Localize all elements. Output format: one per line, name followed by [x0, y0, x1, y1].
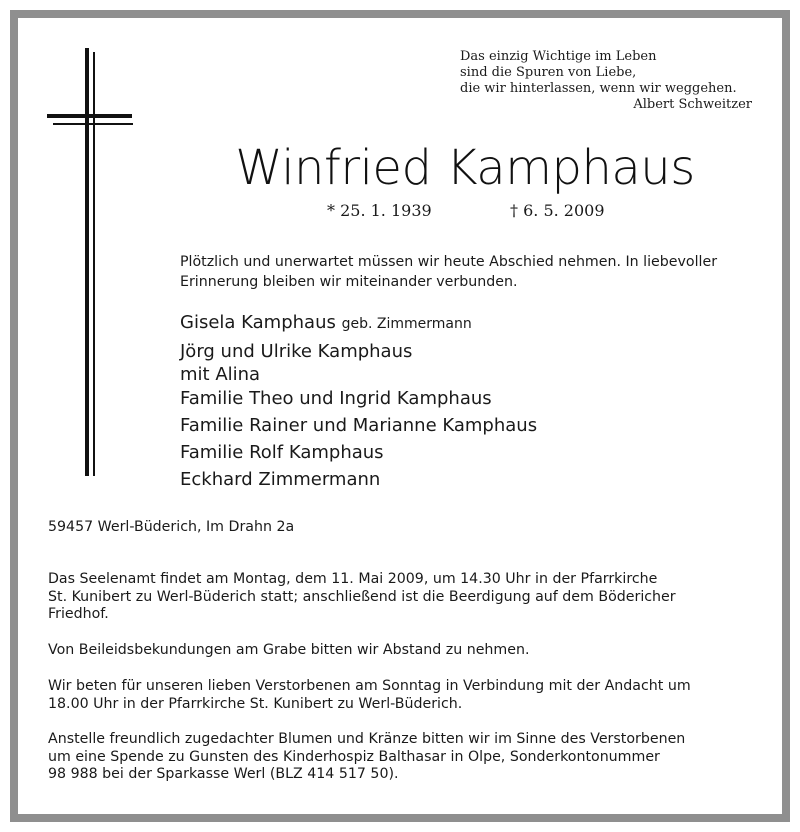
- paragraph-line: Das Seelenamt findet am Montag, dem 11. Mai 2009, um 14.30 Uhr in der Pfarrkirche: [48, 571, 658, 587]
- family-member: Jörg und Ulrike Kamphaus: [180, 341, 413, 362]
- paragraph-line: um eine Spende zu Gunsten des Kinderhospiz Balthasar in Olpe, Sonderkontonummer: [48, 748, 660, 765]
- quote-block: [460, 49, 752, 113]
- donation-paragraph: [48, 731, 753, 784]
- intro-line: Plötzlich und unerwartet müssen wir heute Abschied nehmen. In liebevoller: [180, 254, 718, 270]
- quote-line: die wir hinterlassen, wenn wir weggehen.: [460, 81, 737, 96]
- paragraph-line: St. Kunibert zu Werl-Büderich statt; anschließend ist die Beerdigung auf dem Bödericher: [48, 588, 676, 605]
- address: 59457 Werl-Büderich, Im Drahn 2a: [48, 519, 295, 535]
- intro-text: [180, 252, 755, 292]
- cross-horizontal-bar-thin: [53, 123, 133, 125]
- deceased-name: Winfried Kamphaus: [235, 140, 695, 196]
- family-member: Familie Rolf Kamphaus: [180, 442, 384, 463]
- family-member: [180, 309, 740, 338]
- quote-line: Das einzig Wichtige im Leben: [460, 49, 657, 64]
- paragraph-line: Friedhof.: [48, 606, 109, 622]
- paragraph-line: 98 988 bei der Sparkasse Werl (BLZ 414 517 50).: [48, 766, 399, 782]
- paragraph-line: Wir beten für unseren lieben Verstorbenen am Sonntag in Verbindung mit der Andacht um: [48, 678, 691, 694]
- service-paragraph: [48, 571, 753, 624]
- family-member-name: Gisela Kamphaus: [180, 312, 336, 333]
- family-member: Familie Rainer und Marianne Kamphaus: [180, 415, 538, 436]
- cross-horizontal-bar: [47, 114, 132, 118]
- quote-author: Albert Schweitzer: [633, 97, 752, 112]
- birth-date: * 25. 1. 1939: [327, 201, 432, 220]
- family-list: [180, 309, 740, 493]
- intro-line: Erinnerung bleiben wir miteinander verbunden.: [180, 274, 518, 290]
- death-date: † 6. 5. 2009: [510, 201, 605, 220]
- family-member: Familie Theo und Ingrid Kamphaus: [180, 388, 492, 409]
- paragraph-line: Von Beileidsbekundungen am Grabe bitten wir Abstand zu nehmen.: [48, 642, 530, 658]
- family-member-note: mit Alina: [180, 364, 261, 385]
- paragraph-line: Anstelle freundlich zugedachter Blumen und Kränze bitten wir im Sinne des Verstorbenen: [48, 731, 686, 747]
- family-member: Eckhard Zimmermann: [180, 469, 381, 490]
- cross-vertical-bar: [85, 48, 89, 476]
- paragraph-line: 18.00 Uhr in der Pfarrkirche St. Kunibert zu Werl-Büderich.: [48, 695, 463, 712]
- maiden-name-note: geb. Zimmermann: [341, 316, 472, 332]
- quote-line: sind die Spuren von Liebe,: [460, 65, 637, 80]
- prayer-paragraph: [48, 678, 753, 713]
- condolences-paragraph: [48, 642, 753, 660]
